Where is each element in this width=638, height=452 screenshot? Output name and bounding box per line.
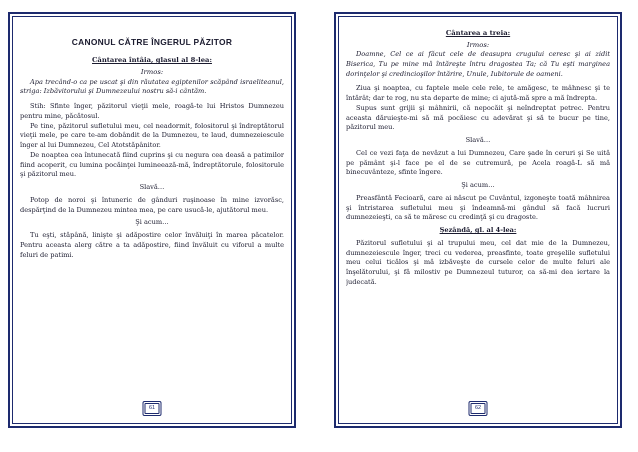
left-page [8, 12, 296, 428]
theotokion: Tu eşti, stăpână, linişte şi adăpostire celor învăluiţi în marea păcatelor. Pentru aceasta alerg către a ta adăpostire, fiind învăluit cu viforul a multe feluri de patimi. [20, 231, 284, 259]
right-page-content [346, 28, 610, 398]
irmos-text: Apa trecând-o ca pe uscat şi din răutatea egiptenilor scăpând israeliteanul, striga: Izbăvitorului şi Dumnezeului nostru să-i cântăm. [20, 77, 284, 96]
theotokion: Preasfântă Fecioară, care ai născut pe Cuvântul, izgoneşte toată mâhnirea şi întristarea sufletului meu şi îndeamnă-mi gândul să facă lucruri dumnezeieşti, ca să te măresc cu credinţă şi cu dragoste. [346, 193, 610, 222]
sedealna-text: Păzitorul sufletului şi al trupului meu, cel dat mie de la Dumnezeu, dumnezeiescule înger, treci cu vederea, preasfinte, toate greşelile sufletului meu celui ticălos şi mă izbăveşte de cursele celor de multe feluri ale înşelătorului, şi fă milostiv pe Dumnezeul tuturor, ca să-mi dea iertare la judecată. [346, 238, 610, 286]
page-number: 61 [143, 401, 162, 416]
sedealna-heading: Şezândă, gl. al 4-lea: [439, 226, 517, 235]
ode-1-heading: Cântarea întâia, glasul al 8-lea: [92, 56, 212, 65]
slava-label: Slavă… [465, 136, 491, 145]
canon-title: CANONUL CĂTRE ÎNGERUL PĂZITOR [71, 37, 233, 47]
troparion-2: Supus sunt grijii şi mâhnirii, că nepocăit şi neîndreptat petrec. Pentru aceasta dăruieşte-mi să mă pocăiesc cu adevărat şi să te bucur pe tine, păzitorul meu. [346, 103, 610, 132]
si-acum-label: Şi acum… [135, 218, 169, 227]
slava-label: Slavă… [139, 183, 165, 192]
si-acum-label: Şi acum… [461, 181, 495, 190]
irmos-label: Irmos: [140, 68, 164, 77]
ode-3-heading: Cântarea a treia: [445, 29, 511, 37]
troparion-1: Ziua şi noaptea, cu faptele mele cele rele, te amăgesc, te mâhnesc şi te întărât; dar te rog, nu sta departe de mine; ci ajută-mă spre a mă îndrepta. [346, 84, 610, 103]
troparion-3: Potop de noroi şi întuneric de gânduri ruşinoase în mine izvorăsc, despărţind de la Dumnezeu mintea mea, pe care usucă-le, ajutătorul meu. [20, 195, 284, 214]
irmos-label: Irmos: [466, 41, 490, 50]
troparion-1: Pe tine, păzitorul sufletului meu, cel neadormit, folositorul şi îndreptătorul vieţii mele, pe care te-am dobândit de la Dumnezeu, te laud, dumnezeiescule înger al lui Dumnezeu, Cel Atotstăpânitor. [20, 121, 284, 150]
troparion-2: De noaptea cea întunecată fiind cuprins şi cu negura cea deasă a patimilor fiind acoperit, cu lumina pocăinţei lumineează-mă, îndreptătorule, folositorule şi păzitorul meu. [20, 150, 284, 179]
page-number: 62 [469, 401, 488, 416]
stih-text: Stih: Sfinte înger, păzitorul vieţii mele, roagă-te lui Hristos Dumnezeu pentru mine, păcătosul. [20, 102, 284, 120]
right-page [334, 12, 622, 428]
troparion-3: Cel ce vezi faţa de nevăzut a lui Dumnezeu, Care şade în ceruri şi Se uită pe pământ şi-l face pe el de se cutremură, pe Acela roagă-L să mă binecuvânteze, sfinte îngere. [346, 148, 610, 177]
irmos-text: Doamne, Cel ce ai făcut cele de deasupra crugului ceresc şi ai zidit Biserica, Tu pe mine mă întăreşte întru dragostea Ta; că Tu eşti marginea dorinţelor şi credincioşilor întărire, Unule, Iubitorule de oameni. [346, 50, 610, 78]
left-page-content [20, 28, 284, 398]
